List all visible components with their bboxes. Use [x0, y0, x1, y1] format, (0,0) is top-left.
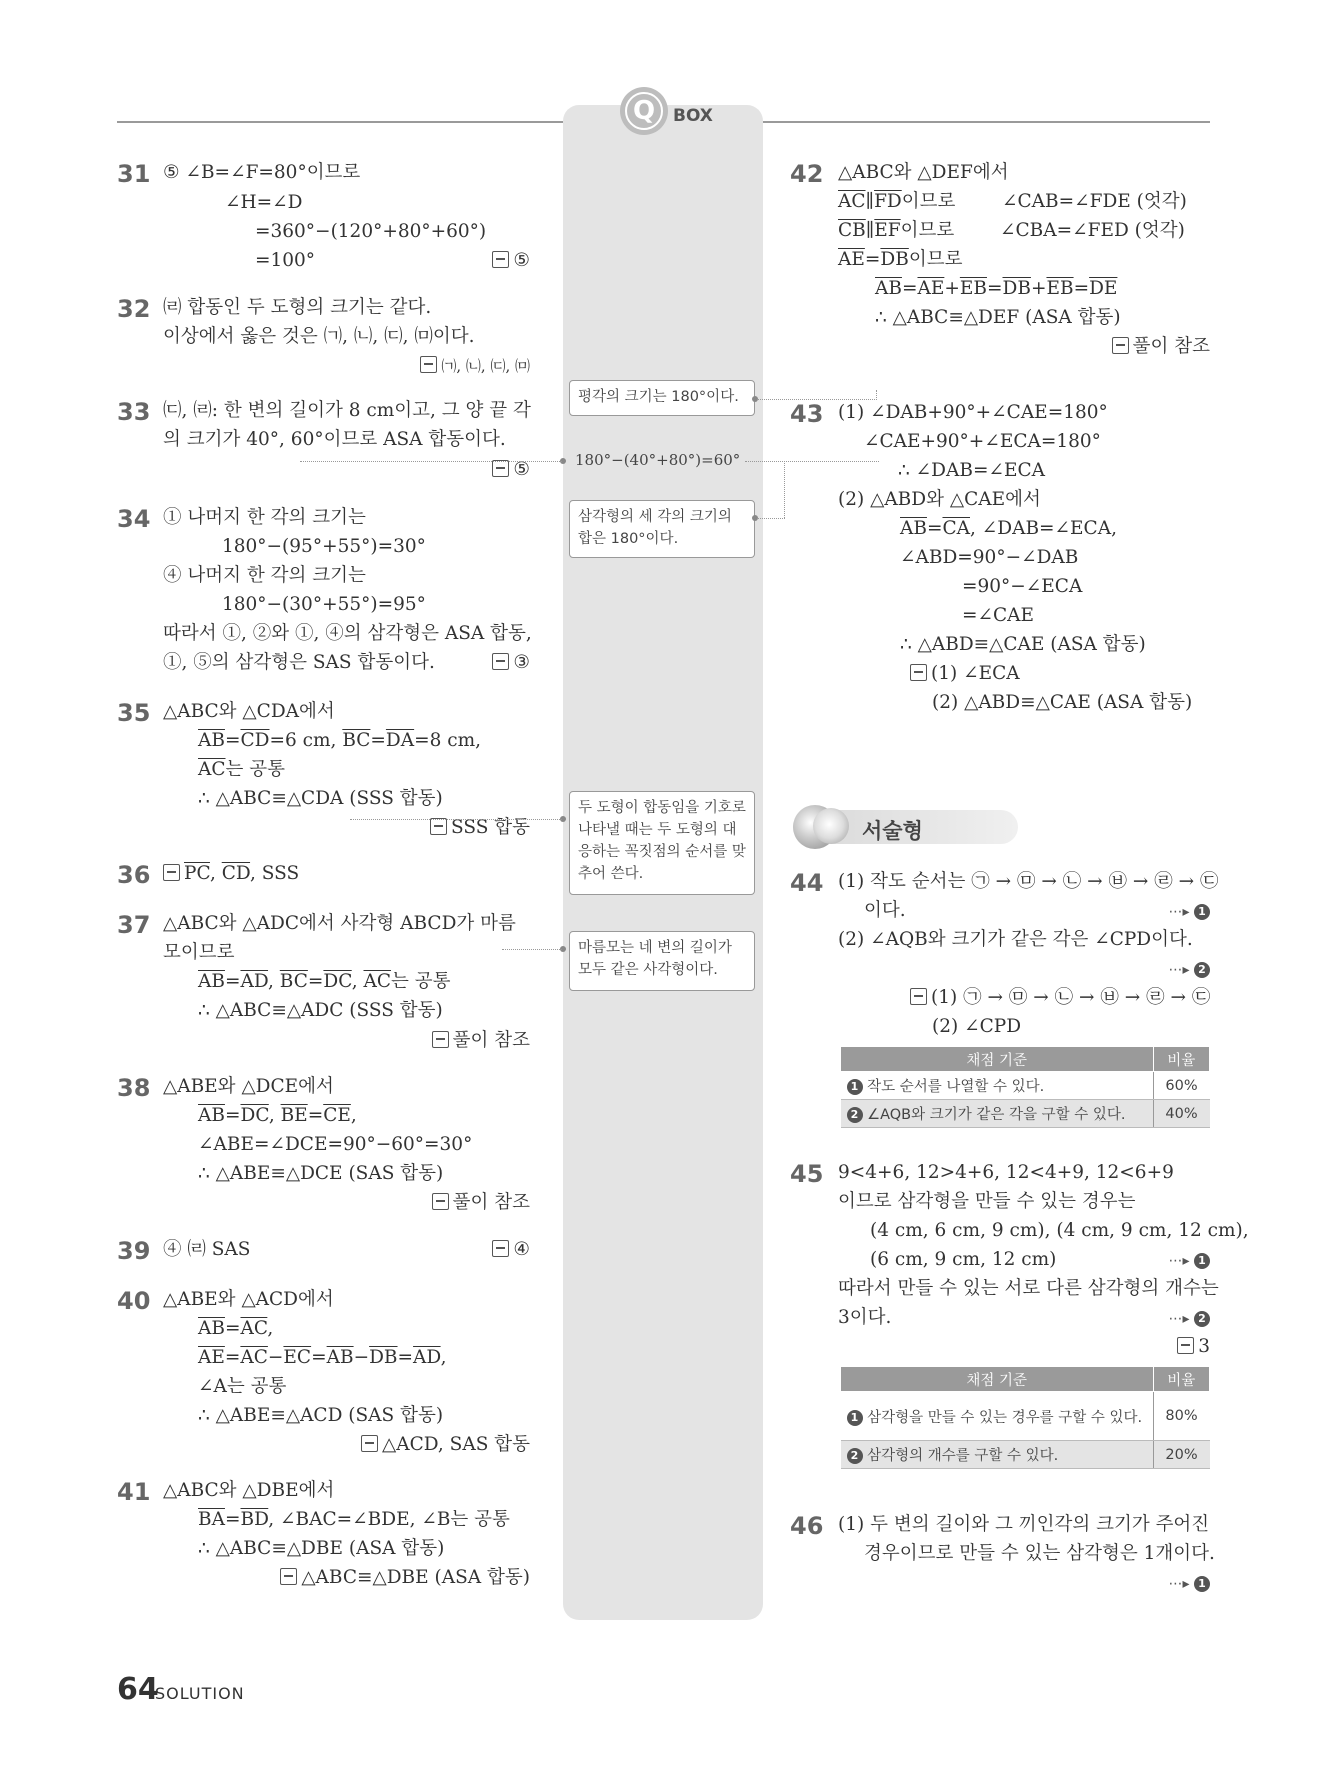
problem-number: 33	[117, 398, 151, 426]
solution-line: ① 나머지 한 각의 크기는	[163, 507, 366, 528]
solution-line: $\overline{AB}=\overline{CA}$, ∠DAB=∠ECA,	[900, 518, 1117, 539]
solution-line: (4 cm, 6 cm, 9 cm), (4 cm, 9 cm, 12 cm),	[870, 1220, 1249, 1241]
solution-line: (1) 작도 순서는 ㉠ → ㉤ → ㉡ → ㉥ → ㉣ → ㉢	[838, 871, 1219, 892]
answer: 풀이 참조	[1112, 335, 1210, 359]
solution-line: 180°−(95°+55°)=30°	[222, 536, 426, 557]
solution-line: ∴ △ABC≡△DBE (ASA 합동)	[198, 1538, 445, 1559]
answer: (1) ∠ECA	[910, 662, 1020, 686]
solution-line: (2) △ABD와 △CAE에서	[838, 489, 1041, 510]
answer: ㈀, ㈁, ㈂, ㈄	[420, 354, 530, 378]
solution-line: 의 크기가 40°, 60°이므로 ASA 합동이다.	[163, 429, 506, 450]
scoring-table	[840, 1046, 1210, 1128]
answer-icon	[361, 1435, 378, 1452]
solution-line: ∴ △ABC≡△ADC (SSS 합동)	[198, 1000, 443, 1021]
answer: 풀이 참조	[432, 1029, 530, 1053]
problem-number: 45	[790, 1160, 824, 1188]
circled-number-icon: 2	[847, 1448, 863, 1464]
connector-line	[502, 949, 562, 950]
pointer-icon: ⋯▸	[1168, 962, 1194, 978]
problem-number: 46	[790, 1512, 824, 1540]
section-icon	[813, 808, 849, 844]
marker	[1169, 1571, 1210, 1596]
pointer-icon: ⋯▸	[1168, 1311, 1194, 1327]
circled-number-icon: 2	[1194, 1311, 1210, 1327]
solution-line: △ABC와 △CDA에서	[163, 701, 335, 722]
answer: 3	[1177, 1335, 1210, 1359]
answer-icon	[492, 460, 509, 477]
answer: △ABC≡△DBE (ASA 합동)	[280, 1566, 530, 1590]
table-header: 비율	[1153, 1367, 1210, 1392]
problem-number: 42	[790, 160, 824, 188]
answer: 풀이 참조	[432, 1191, 530, 1215]
pointer-icon: ⋯▸	[1168, 1576, 1194, 1592]
answer-icon	[492, 653, 509, 670]
answer: △ACD, SAS 합동	[361, 1433, 530, 1457]
circled-number-icon: 2	[1194, 962, 1210, 978]
solution-line: ∠ABE=∠DCE=90°−60°=30°	[198, 1134, 473, 1155]
top-rule-right	[762, 121, 1210, 123]
solution-line: 3이다.	[838, 1307, 892, 1328]
solution-line: ∠CAE+90°+∠ECA=180°	[864, 431, 1101, 452]
solution-line: ∠ABD=90°−∠DAB	[900, 547, 1079, 568]
circled-number-icon: 1	[847, 1079, 863, 1095]
connector-line	[745, 461, 785, 462]
answer-icon	[432, 1031, 449, 1048]
solution-line: 경우이므로 만들 수 있는 삼각형은 1개이다.	[864, 1543, 1215, 1564]
solution-line: (1) 두 변의 길이와 그 끼인각의 크기가 주어진	[838, 1514, 1210, 1535]
marker	[1169, 1248, 1210, 1273]
answer: (1) ㉠ → ㉤ → ㉡ → ㉥ → ㉣ → ㉢	[910, 986, 1210, 1010]
scoring-table	[840, 1366, 1210, 1469]
problem-number: 37	[117, 911, 151, 939]
solution-line: 이다.	[864, 900, 906, 921]
solution-line: ∴ △ABC≡△DEF (ASA 합동)	[875, 307, 1121, 328]
answer-icon	[163, 864, 180, 881]
table-row: 1 작도 순서를 나열할 수 있다. 60%	[841, 1072, 1210, 1100]
table-header: 채점 기준	[841, 1047, 1154, 1072]
solution-line: 따라서 만들 수 있는 서로 다른 삼각형의 개수는	[838, 1278, 1219, 1299]
solution-line: $\overline{AB}=\overline{AC}$,	[198, 1318, 274, 1339]
connector-line	[876, 390, 877, 400]
pointer-icon: ⋯▸	[1168, 1253, 1194, 1269]
problem-number: 43	[790, 400, 824, 428]
answer-icon	[492, 1240, 509, 1257]
problem-number: 36	[117, 861, 151, 889]
section-title: 서술형	[862, 819, 923, 843]
q-box-note: 두 도형이 합동임을 기호로 나타낼 때는 두 도형의 대응하는 꼭짓점의 순서를 맞추어 쓴다.	[569, 791, 755, 895]
pointer-icon: ⋯▸	[1168, 904, 1194, 920]
solution-line: 따라서 ①, ②와 ①, ④의 삼각형은 ASA 합동,	[163, 623, 532, 644]
answer: ③	[492, 651, 530, 675]
solution-line: $\overline{AB}=\overline{AE}+\overline{EB}=\overline{DB}+\overline{EB}=\overline{DE}$	[875, 278, 1118, 299]
circled-number-icon: 1	[1194, 1576, 1210, 1592]
problem-number: 44	[790, 869, 824, 897]
table-row: 1 삼각형을 만들 수 있는 경우를 구할 수 있다. 80%	[841, 1392, 1210, 1441]
solution-line: $\overline{AE}=\overline{DB}$이므로	[838, 249, 963, 270]
answer: (2) ∠CPD	[932, 1016, 1022, 1037]
solution-line: ∴ △ABE≡△DCE (SAS 합동)	[198, 1163, 444, 1184]
top-rule-left	[117, 121, 565, 123]
circled-number-icon: 1	[1194, 904, 1210, 920]
solution-line: △ABC와 △DBE에서	[163, 1480, 335, 1501]
solution-line: $\overline{BA}=\overline{BD}$, ∠BAC=∠BDE, ∠B는 공통	[198, 1509, 510, 1530]
solution-line: ㈂, ㈃: 한 변의 길이가 8 cm이고, 그 양 끝 각	[163, 400, 531, 421]
connector-line	[300, 461, 562, 462]
circled-number-icon: 2	[847, 1107, 863, 1123]
solution-line: $\overline{AB}=\overline{DC}$, $\overline{BE}=\overline{CE}$,	[198, 1105, 357, 1126]
marker	[1169, 899, 1210, 924]
solution-line: ④ ㈃ SAS	[163, 1239, 251, 1260]
solution-line: =360°−(120°+80°+60°)	[255, 221, 487, 242]
marker	[1169, 1306, 1210, 1331]
solution-line: =∠CAE	[962, 605, 1035, 626]
answer-icon	[910, 664, 927, 681]
answer: ④	[492, 1238, 530, 1262]
problem-number: 35	[117, 699, 151, 727]
solution-line: ①, ⑤의 삼각형은 SAS 합동이다.	[163, 652, 435, 673]
circled-number-icon: 1	[1194, 1253, 1210, 1269]
solution-line: $\overline{AB}=\overline{AD}$, $\overline{BC}=\overline{DC}$, $\overline{AC}$는 공통	[198, 971, 451, 992]
solution-line: ④ 나머지 한 각의 크기는	[163, 565, 366, 586]
q-box-note: 마름모는 네 변의 길이가 모두 같은 사각형이다.	[569, 931, 755, 991]
answer-icon	[280, 1568, 297, 1585]
solution-line: ⑤ ∠B=∠F=80°이므로	[163, 162, 361, 183]
solution-line: 180°−(30°+55°)=95°	[222, 594, 426, 615]
solution-line: ∴ ∠DAB=∠ECA	[898, 460, 1045, 481]
solution-line: $\overline{AE}=\overline{AC}-\overline{EC}=\overline{AB}-\overline{DB}=\overline{AD}$,	[198, 1347, 447, 1368]
marker	[1169, 957, 1210, 982]
solution-line: (2) ∠AQB와 크기가 같은 각은 ∠CPD이다.	[838, 929, 1193, 950]
solution-line: $\overline{CB}\parallel\overline{EF}$이므로	[838, 220, 955, 241]
solution-line: 9<4+6, 12>4+6, 12<4+9, 12<6+9	[838, 1162, 1174, 1183]
answer: ⑤	[492, 458, 530, 482]
solution-line: ㈃ 합동인 두 도형의 크기는 같다.	[163, 297, 432, 318]
solution-line: ∠H=∠D	[225, 192, 303, 213]
solution-line: △ABC와 △DEF에서	[838, 162, 1009, 183]
solution-line: △ABE와 △ACD에서	[163, 1289, 334, 1310]
table-row: 2 ∠AQB와 크기가 같은 각을 구할 수 있다. 40%	[841, 1100, 1210, 1128]
solution-line: $\overline{AC}\parallel\overline{FD}$이므로	[838, 191, 956, 212]
q-box-note: 180°−(40°+80°)=60°	[575, 451, 741, 469]
q-logo-icon: Q	[620, 87, 668, 135]
problem-number: 31	[117, 160, 151, 188]
page-label: SOLUTION	[155, 1684, 245, 1703]
solution-line: 이므로 삼각형을 만들 수 있는 경우는	[838, 1191, 1136, 1212]
connector-line	[784, 461, 785, 518]
q-box-note: 삼각형의 세 각의 크기의 합은 180°이다.	[569, 500, 755, 558]
solution-line: ∴ △ABE≡△ACD (SAS 합동)	[198, 1405, 444, 1426]
answer: (2) △ABD≡△CAE (ASA 합동)	[932, 692, 1193, 713]
problem-number: 32	[117, 295, 151, 323]
problem-number: 34	[117, 505, 151, 533]
table-row: 2 삼각형의 개수를 구할 수 있다. 20%	[841, 1441, 1210, 1469]
solution-line: ∴ △ABD≡△CAE (ASA 합동)	[900, 634, 1146, 655]
answer-icon	[420, 356, 437, 373]
answer-icon	[1177, 1337, 1194, 1354]
solution-line: $\overline{AC}$는 공통	[198, 759, 286, 780]
solution-line: ∠CAB=∠FDE (엇각)	[1002, 191, 1187, 212]
solution-line: △ABE와 △DCE에서	[163, 1076, 334, 1097]
answer-icon	[1112, 337, 1129, 354]
solution-line: 이상에서 옳은 것은 ㈀, ㈁, ㈂, ㈄이다.	[163, 326, 475, 347]
q-box-note: 평각의 크기는 180°이다.	[569, 380, 755, 416]
answer: SSS 합동	[430, 816, 530, 840]
solution-line: $\overline{AB}=\overline{CD}=6$ cm, $\overline{BC}=\overline{DA}=8$ cm,	[198, 730, 482, 751]
answer: ⑤	[492, 249, 530, 273]
solution-line: ∠A는 공통	[198, 1376, 287, 1397]
page-number: 64	[117, 1672, 159, 1707]
solution-line: 모이므로	[163, 942, 235, 963]
circled-number-icon: 1	[847, 1410, 863, 1426]
solution-line: ∠CBA=∠FED (엇각)	[1000, 220, 1185, 241]
answer-icon	[910, 988, 927, 1005]
problem-number: 39	[117, 1237, 151, 1265]
connector-line	[350, 819, 562, 820]
solution-line: =100°	[255, 250, 316, 271]
q-box-label: BOX	[673, 106, 713, 126]
solution-line: (6 cm, 9 cm, 12 cm)	[870, 1249, 1057, 1270]
answer-icon	[492, 251, 509, 268]
problem-number: 40	[117, 1287, 151, 1315]
solution-line: (1) ∠DAB+90°+∠CAE=180°	[838, 402, 1108, 423]
table-header: 채점 기준	[841, 1367, 1154, 1392]
answer-icon	[432, 1193, 449, 1210]
problem-number: 38	[117, 1074, 151, 1102]
solution-line: =90°−∠ECA	[962, 576, 1083, 597]
solution-line: ∴ △ABC≡△CDA (SSS 합동)	[198, 788, 443, 809]
table-header: 비율	[1153, 1047, 1210, 1072]
connector-line	[757, 518, 785, 519]
solution-line: △ABC와 △ADC에서 사각형 ABCD가 마름	[163, 913, 516, 934]
answer: $\overline{PC}$, $\overline{CD}$, SSS	[163, 862, 299, 886]
connector-line	[784, 461, 879, 462]
answer-icon	[430, 818, 447, 835]
problem-number: 41	[117, 1478, 151, 1506]
